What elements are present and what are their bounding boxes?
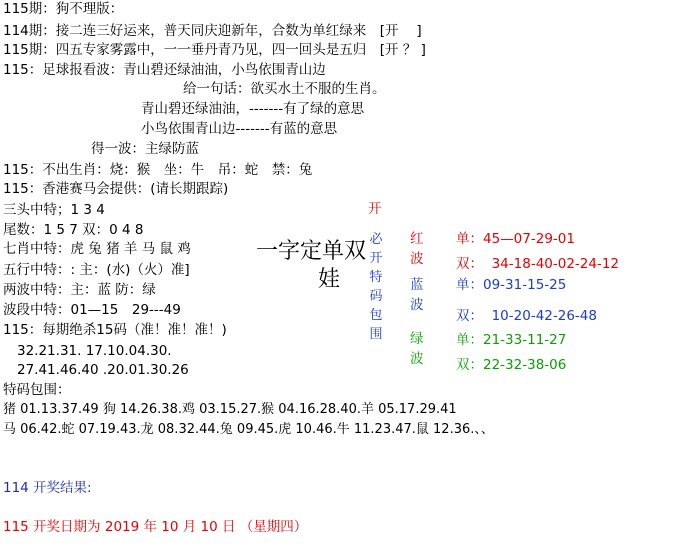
two-waves: 两波中特：主：蓝 防：绿 <box>3 282 156 298</box>
blue-dan-row <box>456 276 566 294</box>
five-elements: 五行中特：: 主：(水)（火）准] <box>3 262 190 278</box>
green-shuang-label: 双： <box>456 357 483 373</box>
blue-wave-label-2: 波 <box>410 297 424 313</box>
kill-numbers-row1: 32.21.31. 17.10.04.30. <box>17 343 172 359</box>
blue-dan-numbers: 09-31-15-25 <box>483 277 567 293</box>
must-open-vertical: 必开特码包围 <box>369 232 383 342</box>
draw-result-114: 114 开奖结果: <box>3 480 92 496</box>
green-dan-numbers: 21-33-11-27 <box>483 332 567 348</box>
red-shuang-row <box>456 255 675 273</box>
explain-green: 青山碧还绿油油，-------有了绿的意思 <box>141 101 365 117</box>
red-wave-label: 红 <box>410 231 424 247</box>
blue-dan-label: 单： <box>456 277 483 293</box>
single-double-title: 一字定单双 <box>256 239 367 264</box>
blue-shuang-row <box>456 307 597 325</box>
wave-result: 得一波：主绿防蓝 <box>91 141 199 157</box>
blue-wave-label: 蓝 <box>410 277 424 293</box>
green-dan-row <box>456 331 566 349</box>
special-surround-title: 特码包围： <box>3 382 71 398</box>
red-wave-label-2: 波 <box>410 251 424 267</box>
wave-segments: 波段中特：01—15 29---49 <box>3 302 181 318</box>
explain-blue: 小鸟依围青山边-------有蓝的意思 <box>141 121 338 137</box>
riddle-114: 114期：接二连三好运来，普天同庆迎新年，合数为单红绿来 [开 ] <box>3 23 422 39</box>
draw-date-115: 115 开奖日期为 2019 年 10 月 10 日 （星期四） <box>3 519 308 535</box>
tail-numbers: 尾数：1 5 7 双：0 4 8 <box>3 222 144 238</box>
hk-jockey-club-line: 115：香港赛马会提供：(请长期跟踪) <box>3 181 229 197</box>
three-heads: 三头中特；1 3 4 <box>3 202 105 218</box>
blue-shuang-numbers: 10-20-42-26-48 <box>491 308 597 324</box>
red-dan-numbers: 45—07-29-01 <box>483 231 575 247</box>
red-shuang-numbers: 34-18-40-02-24-12 <box>491 256 620 272</box>
zodiac-numbers-row2: 马 06.42.蛇 07.19.43.龙 08.32.44.兔 09.45.虎 10.46.牛 11.23.47.鼠 12.36.、、 <box>3 422 494 437</box>
seven-zodiacs: 七肖中特：虎 兔 猪 羊 马 鼠 鸡 <box>3 241 191 257</box>
kill-numbers-row2: 27.41.46.40 .20.01.30.26 <box>17 362 189 378</box>
green-dan-label: 单： <box>456 332 483 348</box>
single-double-title-tail: 娃 <box>318 267 341 292</box>
green-shuang-row <box>456 356 566 374</box>
red-dan-row <box>456 230 575 248</box>
kill-15-title: 115：每期绝杀15码（准！准！准！) <box>3 322 227 338</box>
green-wave-label: 绿 <box>410 331 424 347</box>
red-dan-label: 单： <box>456 231 483 247</box>
red-shuang-label: 双： <box>456 256 483 272</box>
kai-label: 开 <box>368 201 382 217</box>
hint-sentence: 给一句话：欲买水土不服的生肖。 <box>183 81 386 97</box>
riddle-115: 115期：四五专家雾露中，一一垂丹青乃见，四一回头是五归 [开 ？ ] <box>3 42 426 58</box>
issue-title: 115期：狗不理版： <box>3 1 124 17</box>
zodiac-numbers-row1: 猪 01.13.37.49 狗 14.26.38.鸡 03.15.27.猴 04.16.28.40.羊 05.17.29.41 <box>3 402 457 417</box>
excluded-zodiacs: 115：不出生肖：烧：猴 坐：牛 吊：蛇 禁：兔 <box>3 162 313 178</box>
football-report-line: 115：足球报看波：青山碧还绿油油，小鸟依围青山边 <box>3 62 326 78</box>
green-shuang-numbers: 22-32-38-06 <box>483 357 567 373</box>
blue-shuang-label: 双： <box>456 308 483 324</box>
green-wave-label-2: 波 <box>410 351 424 367</box>
